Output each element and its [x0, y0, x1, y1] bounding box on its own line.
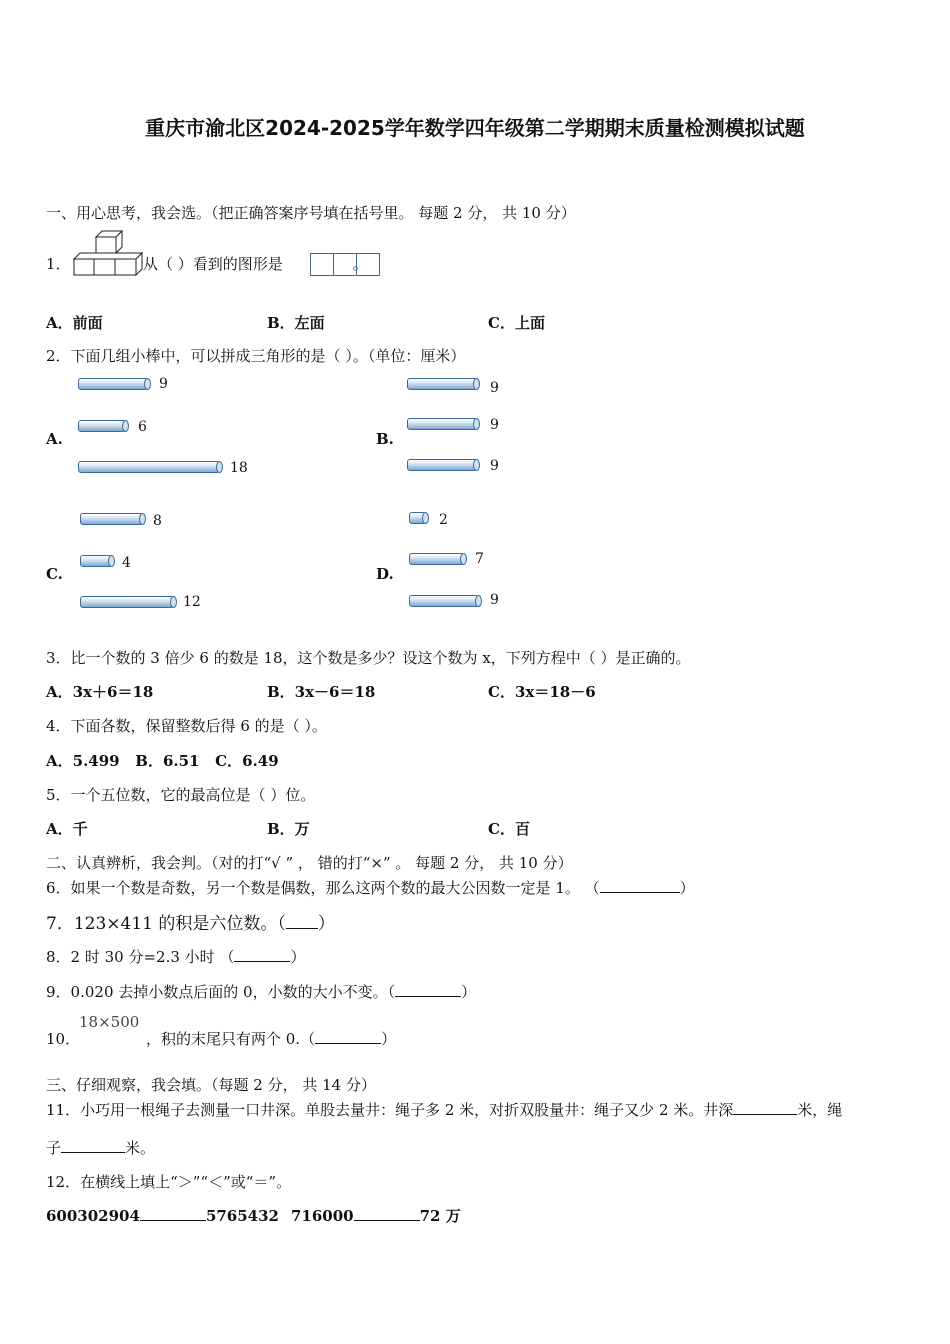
q10 [146, 1028, 396, 1049]
page-title: 重庆市渝北区2024-2025学年数学四年级第二学期期末质量检测模拟试题 [145, 116, 805, 140]
stick-length: 18 [230, 460, 248, 476]
stick [78, 378, 148, 390]
q7-tail: ） [317, 914, 335, 934]
section-2-heading: 二、认真辨析，我会判。（对的打“√ ” ， 错的打“×” 。 每题 2 分， 共 10 分） [46, 854, 573, 872]
q2-group-b-letter: B. [376, 430, 394, 448]
q11-text: 11．小巧用一根绳子去测量一口井深。单股去量井：绳子多 2 米，对折双股量井：绳子又少 2 米。井深 [46, 1101, 734, 1119]
stick [409, 512, 426, 524]
q9-tail: ） [461, 983, 477, 1001]
q1-text-b: 。 [352, 255, 368, 273]
q2-text: 2．下面几组小棒中，可以拼成三角形的是（ ）。（单位：厘米） [46, 347, 466, 365]
stick-length: 9 [490, 417, 499, 433]
q11-line-2 [46, 1137, 155, 1158]
q11-mid: 米，绳 [797, 1101, 843, 1119]
q12-expr-b: 5765432 [205, 1207, 279, 1225]
section-1-heading: 一、用心思考，我会选。（把正确答案序号填在括号里。 每题 2 分， 共 10 分） [46, 204, 576, 222]
q11-line2b: 米。 [125, 1139, 156, 1157]
stick [407, 378, 477, 390]
q9-answer-blank[interactable] [395, 983, 461, 997]
stick-length: 9 [490, 458, 499, 474]
q4-text: 4．下面各数，保留整数后得 6 的是（ ）。 [46, 717, 327, 735]
q9-text: 9．0.020 去掉小数点后面的 0，小数的大小不变。（ [46, 983, 396, 1001]
q2-group-a-letter: A. [46, 430, 63, 448]
q1-option-b: B．左面 [267, 314, 325, 332]
stick-length: 4 [122, 555, 131, 571]
q6-text: 6．如果一个数是奇数，另一个数是偶数，那么这两个数的最大公因数一定是 1。 （ [46, 879, 600, 897]
stick [407, 418, 477, 430]
view-grid-cell [333, 253, 357, 276]
q8-text: 8．2 时 30 分=2.3 小时 （ [46, 948, 235, 966]
q1-text-a: 从（ ）看到的图形是 [143, 255, 283, 273]
stick-length: 9 [490, 380, 499, 396]
stick-length: 12 [183, 594, 201, 610]
stick [80, 596, 174, 608]
q12-text: 12．在横线上填上“＞”“＜”或“＝”。 [46, 1173, 292, 1191]
q3-option-c: C．3x＝18－6 [488, 683, 596, 701]
stick-length: 2 [439, 512, 448, 528]
q1-option-a: A．前面 [46, 314, 103, 332]
q12-expr-c: 716000 [291, 1207, 354, 1225]
q6-answer-blank[interactable] [600, 879, 680, 893]
q11-well-depth-blank[interactable] [733, 1101, 797, 1115]
q1-option-c: C．上面 [488, 314, 545, 332]
stick [78, 420, 126, 432]
cube-stack-figure [72, 227, 144, 277]
q5-text: 5．一个五位数，它的最高位是（ ）位。 [46, 786, 316, 804]
q6 [46, 877, 695, 898]
stick [80, 555, 112, 567]
q2-group-d-letter: D. [376, 565, 394, 583]
q8 [46, 946, 305, 967]
stick-length: 7 [475, 551, 484, 567]
q5-option-c: C．百 [488, 820, 530, 838]
view-grid-cell [310, 253, 334, 276]
q12-expr-d: 72 万 [419, 1207, 461, 1225]
q11-line2a: 子 [46, 1139, 62, 1157]
q2-group-c-letter: C. [46, 565, 63, 583]
stick [409, 595, 479, 607]
q5-option-a: A．千 [46, 820, 88, 838]
q12-compare-blank-2[interactable] [354, 1207, 420, 1221]
stick [409, 553, 464, 565]
q12-comparisons [46, 1205, 461, 1226]
q9 [46, 981, 476, 1002]
q11-line-1 [46, 1099, 842, 1120]
q10-number: 10． [46, 1030, 81, 1048]
q6-tail: ） [679, 879, 695, 897]
q8-answer-blank[interactable] [234, 948, 290, 962]
q10-text: ，积的末尾只有两个 0.（ [146, 1030, 316, 1048]
q8-tail: ） [290, 948, 306, 966]
q7-answer-blank[interactable] [286, 915, 318, 929]
q7-text: 7．123×411 的积是六位数。（ [46, 914, 286, 934]
q3-option-b: B．3x－6＝18 [267, 683, 376, 701]
view-grid-cell [356, 253, 380, 276]
q10-formula: 18×500 [79, 1013, 140, 1031]
q4-options: A．5.499 B．6.51 C．6.49 [46, 752, 279, 770]
q12-expr-a: 600302904 [46, 1207, 140, 1225]
stick [78, 461, 220, 473]
stick [80, 513, 143, 525]
q3-option-a: A．3x＋6＝18 [46, 683, 154, 701]
stick-length: 6 [138, 419, 147, 435]
stick [407, 459, 477, 471]
q11-rope-length-blank[interactable] [61, 1139, 125, 1153]
section-3-heading: 三、仔细观察，我会填。（每题 2 分， 共 14 分） [46, 1076, 376, 1094]
q3-text: 3．比一个数的 3 倍少 6 的数是 18，这个数是多少？设这个数为 x，下列方程中（ ）是正确的。 [46, 649, 691, 667]
q1-number: 1． [46, 255, 71, 273]
q5-option-b: B．万 [267, 820, 310, 838]
q10-answer-blank[interactable] [315, 1030, 381, 1044]
stick-length: 9 [159, 376, 168, 392]
stick-length: 9 [490, 592, 499, 608]
q10-tail: ） [381, 1030, 397, 1048]
q7 [46, 909, 335, 934]
stick-length: 8 [153, 513, 162, 529]
q12-compare-blank-1[interactable] [140, 1207, 206, 1221]
